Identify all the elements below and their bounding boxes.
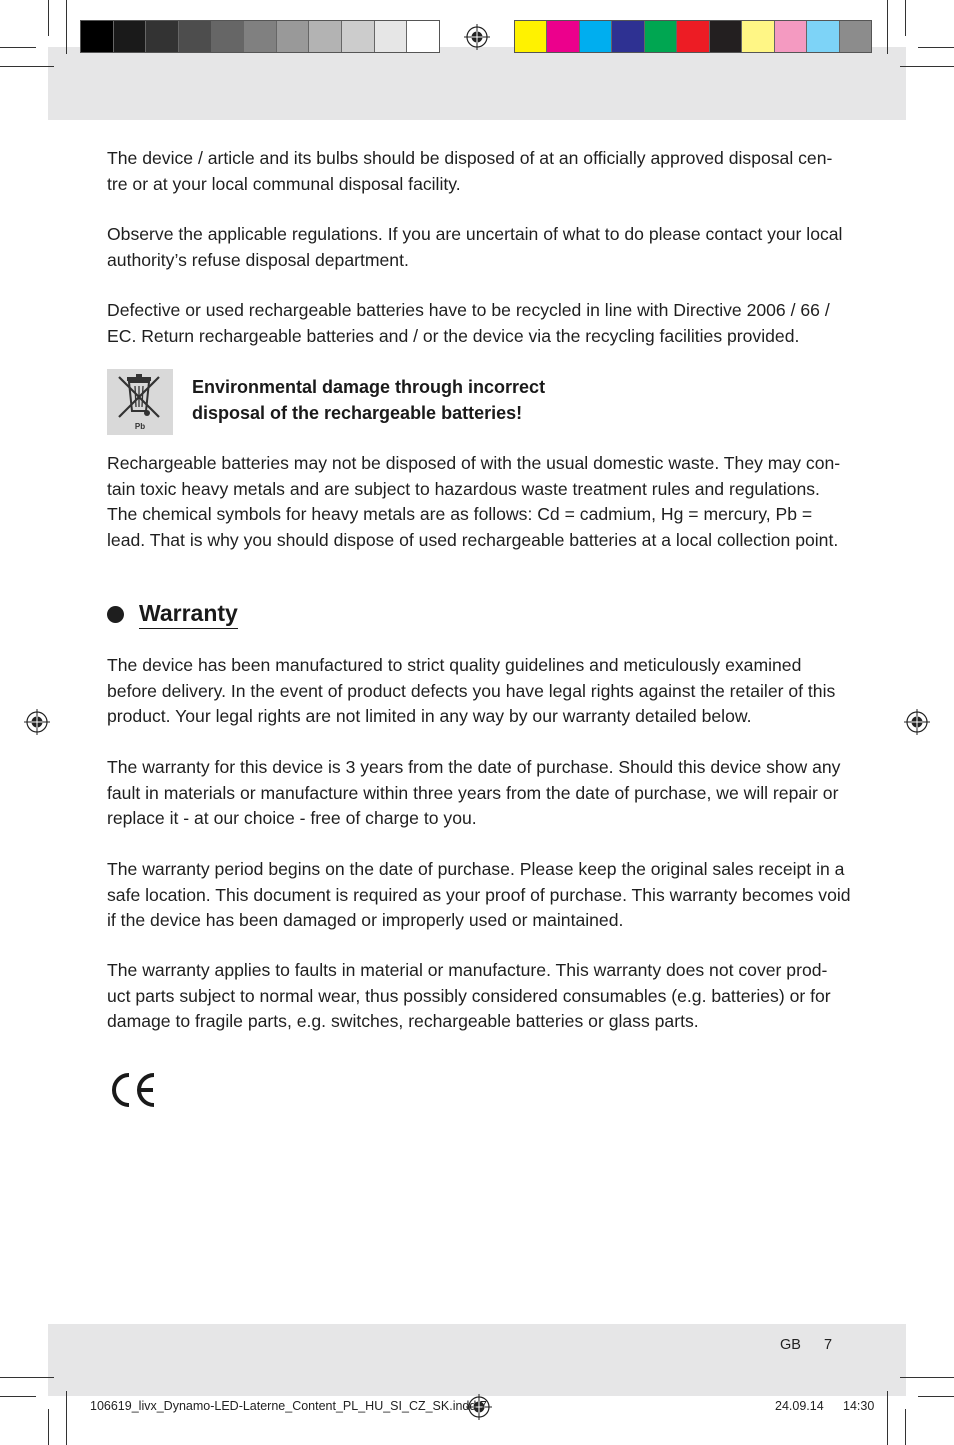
crop-mark bbox=[0, 1377, 54, 1378]
warranty-section-heading bbox=[107, 596, 238, 632]
color-swatch bbox=[375, 21, 408, 52]
color-swatch bbox=[840, 21, 871, 52]
crop-mark bbox=[887, 1391, 888, 1445]
color-swatch bbox=[342, 21, 375, 52]
page-number: 7 bbox=[824, 1337, 833, 1353]
crop-mark bbox=[0, 66, 54, 67]
warning-symbol-box bbox=[107, 369, 173, 435]
crop-mark bbox=[0, 1396, 36, 1397]
pb-label: Pb bbox=[134, 422, 146, 431]
disposal-paragraph: The device / article and its bulbs should be disposed of at an officially approved disposal cen- tre or at your local communal disposal facility. bbox=[107, 148, 833, 194]
registration-mark-icon bbox=[464, 24, 490, 50]
color-swatch bbox=[212, 21, 245, 52]
crop-mark bbox=[905, 1409, 906, 1445]
crop-mark bbox=[900, 1377, 954, 1378]
color-swatch bbox=[612, 21, 644, 52]
language-code: GB bbox=[780, 1337, 801, 1353]
color-swatch bbox=[81, 21, 114, 52]
header-band bbox=[48, 47, 906, 120]
color-swatch bbox=[146, 21, 179, 52]
color-swatch bbox=[277, 21, 310, 52]
color-swatch bbox=[677, 21, 709, 52]
color-swatch bbox=[547, 21, 579, 52]
crop-mark bbox=[900, 66, 954, 67]
bullet-dot-icon bbox=[107, 606, 124, 623]
heavy-metals-paragraph: Rechargeable batteries may not be disposed of with the usual domestic waste. They may con- tain toxic heavy metals and are subject to hazardous waste treatment rules and regulations. The chemical symbols for heavy metals are as follows: Cd = cadmium, Hg = mercury, Pb = lead. That is why you should dispose of used rechargeable batteries at a local collection point. bbox=[107, 453, 841, 550]
grayscale-color-bar bbox=[80, 20, 440, 53]
color-swatch bbox=[645, 21, 677, 52]
color-swatch bbox=[710, 21, 742, 52]
ce-mark-icon bbox=[107, 1072, 157, 1108]
warranty-heading-text: Warranty bbox=[139, 600, 238, 629]
color-swatch bbox=[515, 21, 547, 52]
warranty-paragraph-2: The warranty for this device is 3 years from the date of purchase. Should this device show any fault in materials or manufacture within three years from the date of purchase, we will repair or replace it - at our choice - free of charge to you. bbox=[107, 757, 841, 828]
battery-recycling-paragraph: Defective or used rechargeable batteries have to be recycled in line with Directive 2006 / 66 / EC. Return rechargeable batteries and / or the device via the recycling facilities provided. bbox=[107, 300, 830, 346]
warning-line-2: disposal of the rechargeable batteries! bbox=[192, 403, 523, 423]
registration-mark-icon bbox=[24, 709, 50, 735]
crop-mark bbox=[48, 0, 49, 36]
slug-filename: 106619_livx_Dynamo-LED-Laterne_Content_PL_HU_SI_CZ_SK.indd 7 bbox=[90, 1399, 487, 1413]
registration-mark-icon bbox=[904, 709, 930, 735]
crop-mark bbox=[905, 0, 906, 36]
crop-mark bbox=[918, 1396, 954, 1397]
color-swatch bbox=[775, 21, 807, 52]
slug-date: 24.09.14 bbox=[775, 1399, 824, 1413]
footer-band bbox=[48, 1324, 906, 1396]
crop-mark bbox=[918, 47, 954, 48]
crop-mark bbox=[66, 1391, 67, 1445]
color-swatch bbox=[244, 21, 277, 52]
color-swatch bbox=[179, 21, 212, 52]
warranty-paragraph-4: The warranty applies to faults in material or manufacture. This warranty does not cover prod- uct parts subject to normal wear, thus possibly considered consumables (e.g. batteries) or for damage to fragile parts, e.g. switches, rechargeable batteries or glass parts. bbox=[107, 960, 831, 1031]
crop-mark bbox=[887, 0, 888, 54]
crop-mark bbox=[0, 47, 36, 48]
crossed-out-bin-icon bbox=[107, 369, 173, 435]
warning-title bbox=[192, 374, 652, 426]
color-swatch bbox=[580, 21, 612, 52]
color-swatch bbox=[407, 21, 439, 52]
slug-time: 14:30 bbox=[843, 1399, 875, 1413]
regulations-paragraph: Observe the applicable regulations. If you are uncertain of what to do please contact your local authority’s refuse disposal department. bbox=[107, 224, 843, 270]
color-swatch bbox=[114, 21, 147, 52]
process-color-bar bbox=[514, 20, 872, 53]
warranty-paragraph-3: The warranty period begins on the date of purchase. Please keep the original sales receipt in a safe location. This document is required as your proof of purchase. This warranty becomes void if the device has been damaged or improperly used or maintained. bbox=[107, 859, 851, 930]
crop-mark bbox=[66, 0, 67, 54]
color-swatch bbox=[309, 21, 342, 52]
warning-line-1: Environmental damage through incorrect bbox=[192, 377, 546, 397]
warranty-paragraph-1: The device has been manufactured to strict quality guidelines and meticulously examined before delivery. In the event of product defects you have legal rights against the retailer of this product. Your legal rights are not limited in any way by our warranty detailed below. bbox=[107, 655, 836, 726]
color-swatch bbox=[742, 21, 774, 52]
color-swatch bbox=[807, 21, 839, 52]
crop-mark bbox=[48, 1409, 49, 1445]
